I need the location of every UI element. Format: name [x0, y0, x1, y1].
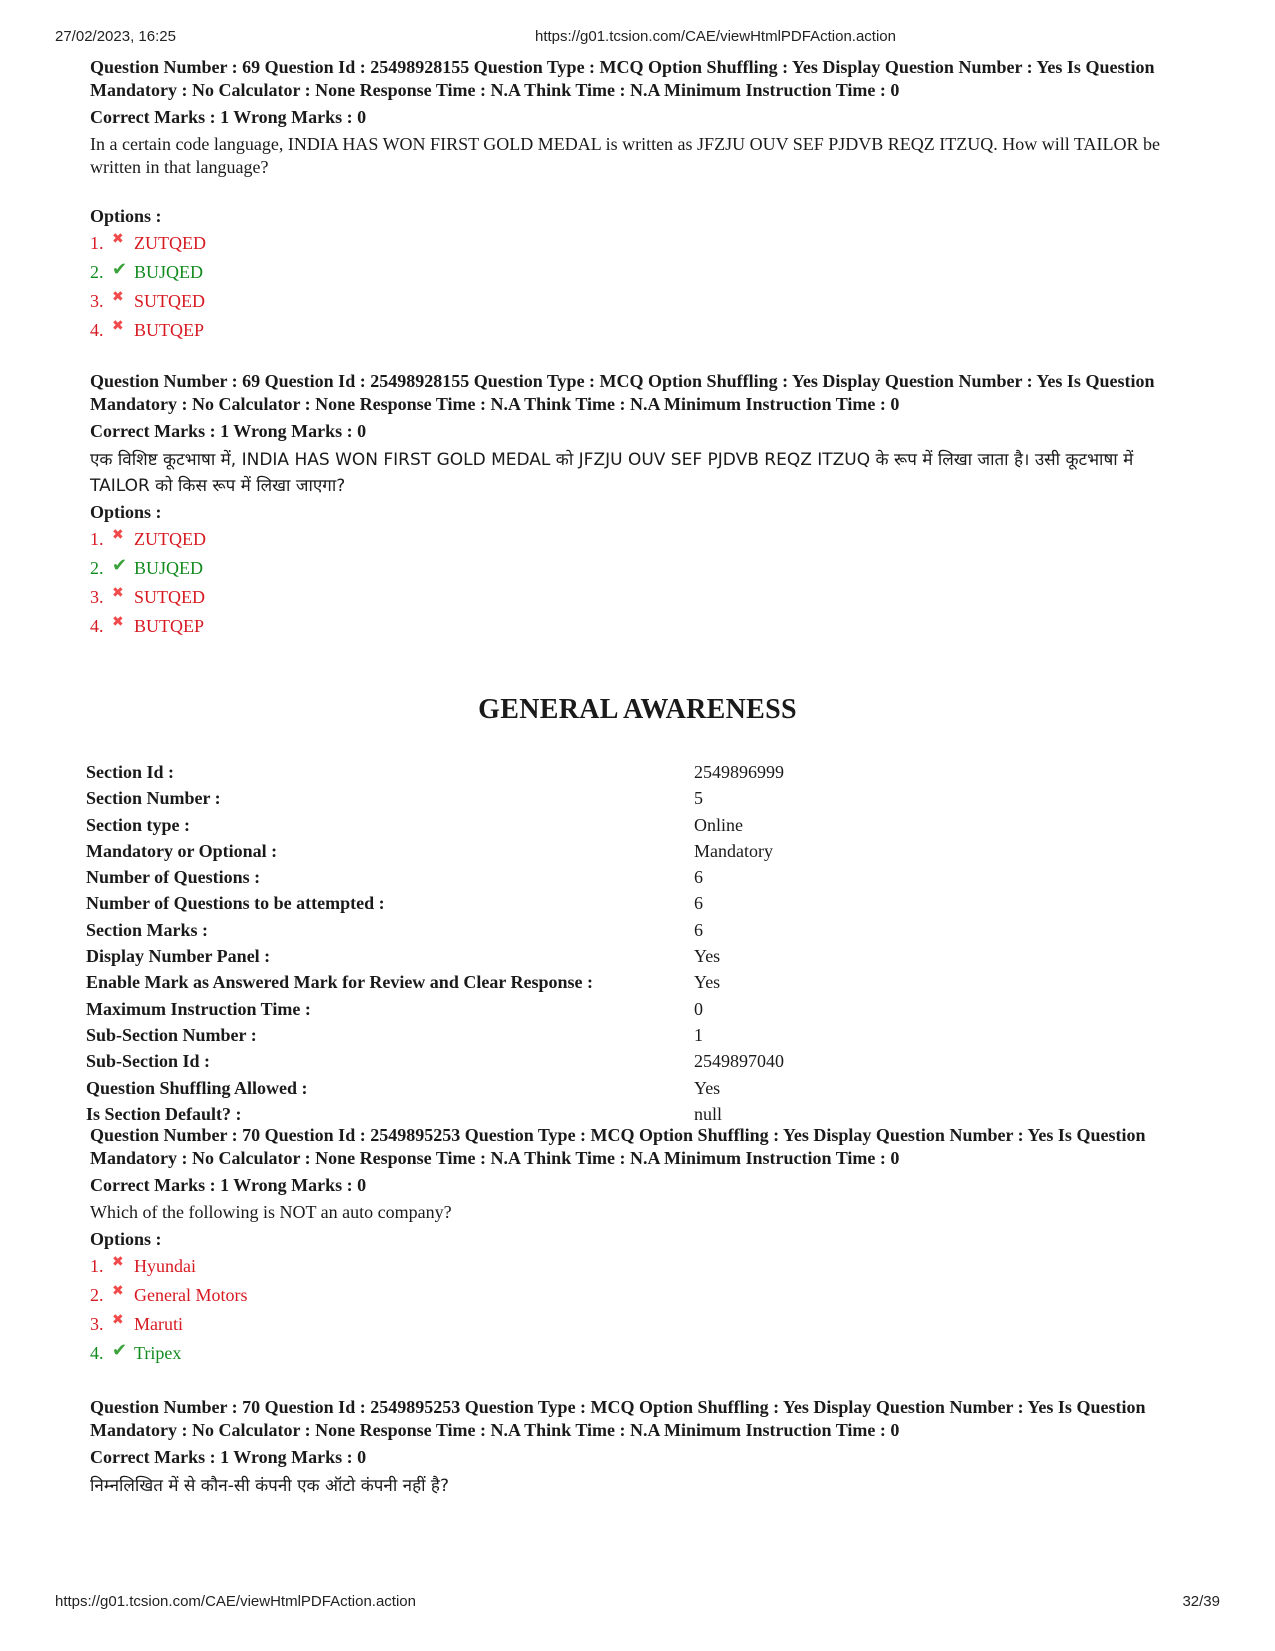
option-item: [90, 290, 1195, 319]
section-info-row: [86, 1051, 806, 1077]
options-label: Options :: [90, 206, 162, 226]
option-number: 4.: [90, 320, 104, 340]
section-info-table: [86, 762, 806, 1130]
question-block-70-hi: [90, 1396, 1195, 1499]
section-info-value: 0: [694, 998, 703, 1019]
option-number: 2.: [90, 558, 104, 578]
option-number: 3.: [90, 587, 104, 607]
section-info-row: [86, 841, 806, 867]
cross-icon: ✖: [112, 231, 124, 247]
question-meta: Question Number : 70 Question Id : 2549895253 Question Type : MCQ Option Shuffling : Yes Display Question Number : Yes Is Question Mandatory : No Calculator : None Response Time : N.A Think Time : N.A Minimum Instruction Time : 0: [90, 1397, 1146, 1440]
option-item: [90, 1255, 1195, 1284]
section-info-row: [86, 972, 806, 998]
section-info-key: Maximum Instruction Time :: [86, 998, 311, 1019]
cross-icon: ✖: [112, 585, 124, 601]
section-info-key: Sub-Section Number :: [86, 1024, 257, 1045]
question-marks: Correct Marks : 1 Wrong Marks : 0: [90, 1175, 367, 1195]
option-text: BUJQED: [134, 262, 204, 282]
section-info-key: Section Id :: [86, 762, 175, 782]
question-meta: Question Number : 69 Question Id : 25498928155 Question Type : MCQ Option Shuffling : Yes Display Question Number : Yes Is Question Mandatory : No Calculator : None Response Time : N.A Think Time : N.A Minimum Instruction Time : 0: [90, 371, 1155, 414]
section-info-value: Yes: [694, 946, 721, 967]
question-text: निम्नलिखित में से कौन-सी कंपनी एक ऑटो कंपनी नहीं है?: [90, 1476, 449, 1496]
option-text: Tripex: [134, 1343, 182, 1363]
section-title: GENERAL AWARENESS: [478, 694, 797, 725]
print-footer: [55, 1593, 1220, 1613]
section-info-row: [86, 867, 806, 893]
check-icon: ✔: [112, 1340, 128, 1361]
section-info-key: Question Shuffling Allowed :: [86, 1077, 308, 1098]
option-item: [90, 319, 1195, 348]
question-block-70-en: [90, 1124, 1195, 1371]
options-list: [90, 528, 1195, 644]
section-info-row: [86, 815, 806, 841]
option-text: ZUTQED: [134, 233, 206, 253]
option-text: BUTQEP: [134, 616, 205, 636]
option-item: [90, 586, 1195, 615]
option-number: 4.: [90, 1343, 104, 1363]
cross-icon: ✖: [112, 1254, 124, 1270]
section-info-value: 2549896999: [694, 762, 784, 782]
section-info-row: [86, 1078, 806, 1104]
cross-icon: ✖: [112, 614, 124, 630]
check-icon: ✔: [112, 555, 128, 576]
option-text: BUJQED: [134, 558, 204, 578]
section-info-value: 1: [694, 1024, 703, 1045]
options-label: Options :: [90, 1229, 162, 1249]
options-list: [90, 1255, 1195, 1371]
section-info-key: Mandatory or Optional :: [86, 840, 278, 861]
question-marks: Correct Marks : 1 Wrong Marks : 0: [90, 107, 367, 127]
print-header: [55, 28, 1220, 48]
check-icon: ✔: [112, 259, 128, 280]
option-text: ZUTQED: [134, 529, 206, 549]
option-text: Hyundai: [134, 1256, 196, 1276]
option-text: BUTQEP: [134, 320, 205, 340]
option-item: [90, 1313, 1195, 1342]
cross-icon: ✖: [112, 289, 124, 305]
section-info-value: Mandatory: [694, 840, 773, 861]
print-footer-url: https://g01.tcsion.com/CAE/viewHtmlPDFAction.action: [55, 1593, 416, 1610]
option-number: 1.: [90, 1256, 104, 1276]
option-text: General Motors: [134, 1285, 248, 1305]
section-info-key: Number of Questions to be attempted :: [86, 893, 385, 914]
section-info-value: 6: [694, 893, 703, 914]
option-text: Maruti: [134, 1314, 183, 1334]
section-info-value: Yes: [694, 1077, 721, 1098]
section-info-row: [86, 788, 806, 814]
section-info-key: Section Number :: [86, 788, 221, 809]
option-number: 4.: [90, 616, 104, 636]
cross-icon: ✖: [112, 1312, 124, 1328]
option-item: [90, 557, 1195, 586]
question-text: Which of the following is NOT an auto company?: [90, 1202, 452, 1222]
cross-icon: ✖: [112, 1283, 124, 1299]
question-block-69-en: [90, 56, 1195, 348]
section-info-row: [86, 762, 806, 788]
section-info-value: 5: [694, 788, 703, 809]
question-meta: Question Number : 69 Question Id : 25498928155 Question Type : MCQ Option Shuffling : Yes Display Question Number : Yes Is Question Mandatory : No Calculator : None Response Time : N.A Think Time : N.A Minimum Instruction Time : 0: [90, 57, 1155, 100]
option-item: [90, 261, 1195, 290]
question-block-69-hi: [90, 370, 1195, 644]
options-label: Options :: [90, 502, 162, 522]
option-number: 1.: [90, 233, 104, 253]
section-info-key: Enable Mark as Answered Mark for Review and Clear Response :: [86, 972, 593, 993]
cross-icon: ✖: [112, 527, 124, 543]
section-info-value: 6: [694, 919, 703, 940]
option-item: [90, 1284, 1195, 1313]
option-number: 1.: [90, 529, 104, 549]
option-item: [90, 528, 1195, 557]
option-number: 3.: [90, 291, 104, 311]
section-info-key: Section type :: [86, 814, 190, 835]
option-text: SUTQED: [134, 587, 205, 607]
section-info-value: Online: [694, 814, 743, 835]
question-marks: Correct Marks : 1 Wrong Marks : 0: [90, 1447, 367, 1467]
options-list: [90, 232, 1195, 348]
section-info-row: [86, 999, 806, 1025]
section-info-key: Section Marks :: [86, 919, 208, 940]
section-info-value: Yes: [694, 972, 721, 993]
section-info-row: [86, 946, 806, 972]
section-info-value: null: [694, 1103, 723, 1124]
section-info-key: Is Section Default? :: [86, 1103, 242, 1124]
option-item: [90, 232, 1195, 261]
cross-icon: ✖: [112, 318, 124, 334]
section-info-key: Display Number Panel :: [86, 946, 271, 967]
page-number: 32/39: [1182, 1593, 1220, 1610]
section-info-row: [86, 1025, 806, 1051]
section-info-value: 2549897040: [694, 1051, 784, 1072]
option-item: [90, 1342, 1195, 1371]
option-item: [90, 615, 1195, 644]
option-number: 3.: [90, 1314, 104, 1334]
print-url: https://g01.tcsion.com/CAE/viewHtmlPDFAction.action: [535, 28, 896, 45]
print-datetime: 27/02/2023, 16:25: [55, 28, 176, 45]
section-info-row: [86, 893, 806, 919]
section-info-key: Sub-Section Id :: [86, 1051, 211, 1072]
section-info-key: Number of Questions :: [86, 867, 261, 888]
option-number: 2.: [90, 262, 104, 282]
question-text: In a certain code language, INDIA HAS WON FIRST GOLD MEDAL is written as JFZJU OUV SEF PJDVB REQZ ITZUQ. How will TAILOR be written in that language?: [90, 134, 1160, 177]
option-number: 2.: [90, 1285, 104, 1305]
question-text: एक विशिष्ट कूटभाषा में, INDIA HAS WON FIRST GOLD MEDAL को JFZJU OUV SEF PJDVB REQZ ITZUQ के रूप में लिखा जाता है। उसी कूटभाषा में TAILOR को किस रूप में लिखा जाएगा?: [90, 450, 1134, 496]
section-info-value: 6: [694, 867, 703, 888]
question-marks: Correct Marks : 1 Wrong Marks : 0: [90, 421, 367, 441]
option-text: SUTQED: [134, 291, 205, 311]
question-meta: Question Number : 70 Question Id : 2549895253 Question Type : MCQ Option Shuffling : Yes Display Question Number : Yes Is Question Mandatory : No Calculator : None Response Time : N.A Think Time : N.A Minimum Instruction Time : 0: [90, 1125, 1146, 1168]
section-info-row: [86, 920, 806, 946]
